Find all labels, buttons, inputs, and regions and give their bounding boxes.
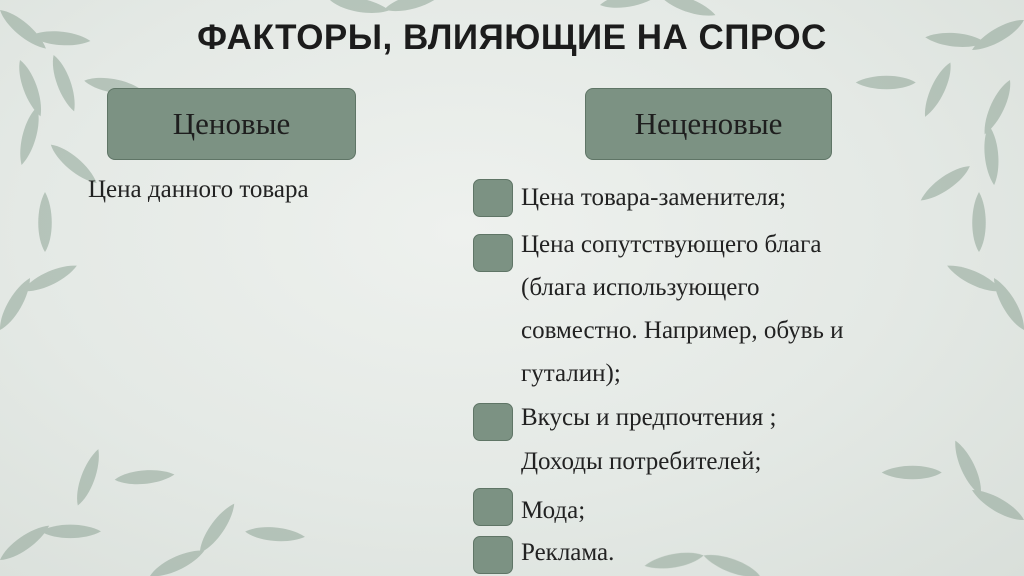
bullet-square bbox=[473, 488, 513, 526]
non-price-factor-item bbox=[521, 223, 844, 395]
item-line: совместно. Например, обувь и bbox=[521, 317, 844, 344]
non-price-factor-item bbox=[521, 531, 614, 574]
non-price-factor-item bbox=[521, 440, 761, 483]
item-line: Доходы потребителей; bbox=[521, 448, 762, 475]
item-line: Цена сопутствующего блага bbox=[521, 231, 822, 258]
item-line: гуталин); bbox=[521, 360, 621, 387]
non-price-factor-item bbox=[521, 176, 786, 219]
bullet-square bbox=[473, 179, 513, 217]
item-line: Вкусы и предпочтения ; bbox=[521, 404, 777, 431]
item-line: Мода; bbox=[521, 497, 586, 524]
non-price-factors-label: Неценовые bbox=[634, 106, 783, 141]
non-price-factor-item bbox=[521, 489, 585, 532]
bullet-square bbox=[473, 403, 513, 441]
bullet-square bbox=[473, 234, 513, 272]
price-factors-label: Ценовые bbox=[172, 106, 291, 141]
slide-title: ФАКТОРЫ, ВЛИЯЮЩИЕ НА СПРОС bbox=[197, 18, 827, 57]
price-factor-text: Цена данного товара bbox=[88, 176, 309, 203]
item-line: Цена товара-заменителя; bbox=[521, 184, 787, 211]
bullet-square bbox=[473, 536, 513, 574]
item-line: Реклама. bbox=[521, 539, 615, 566]
item-line: (блага использующего bbox=[521, 274, 760, 301]
non-price-factors-header bbox=[585, 88, 832, 160]
non-price-factor-item bbox=[521, 396, 776, 439]
price-factors-header bbox=[107, 88, 356, 160]
